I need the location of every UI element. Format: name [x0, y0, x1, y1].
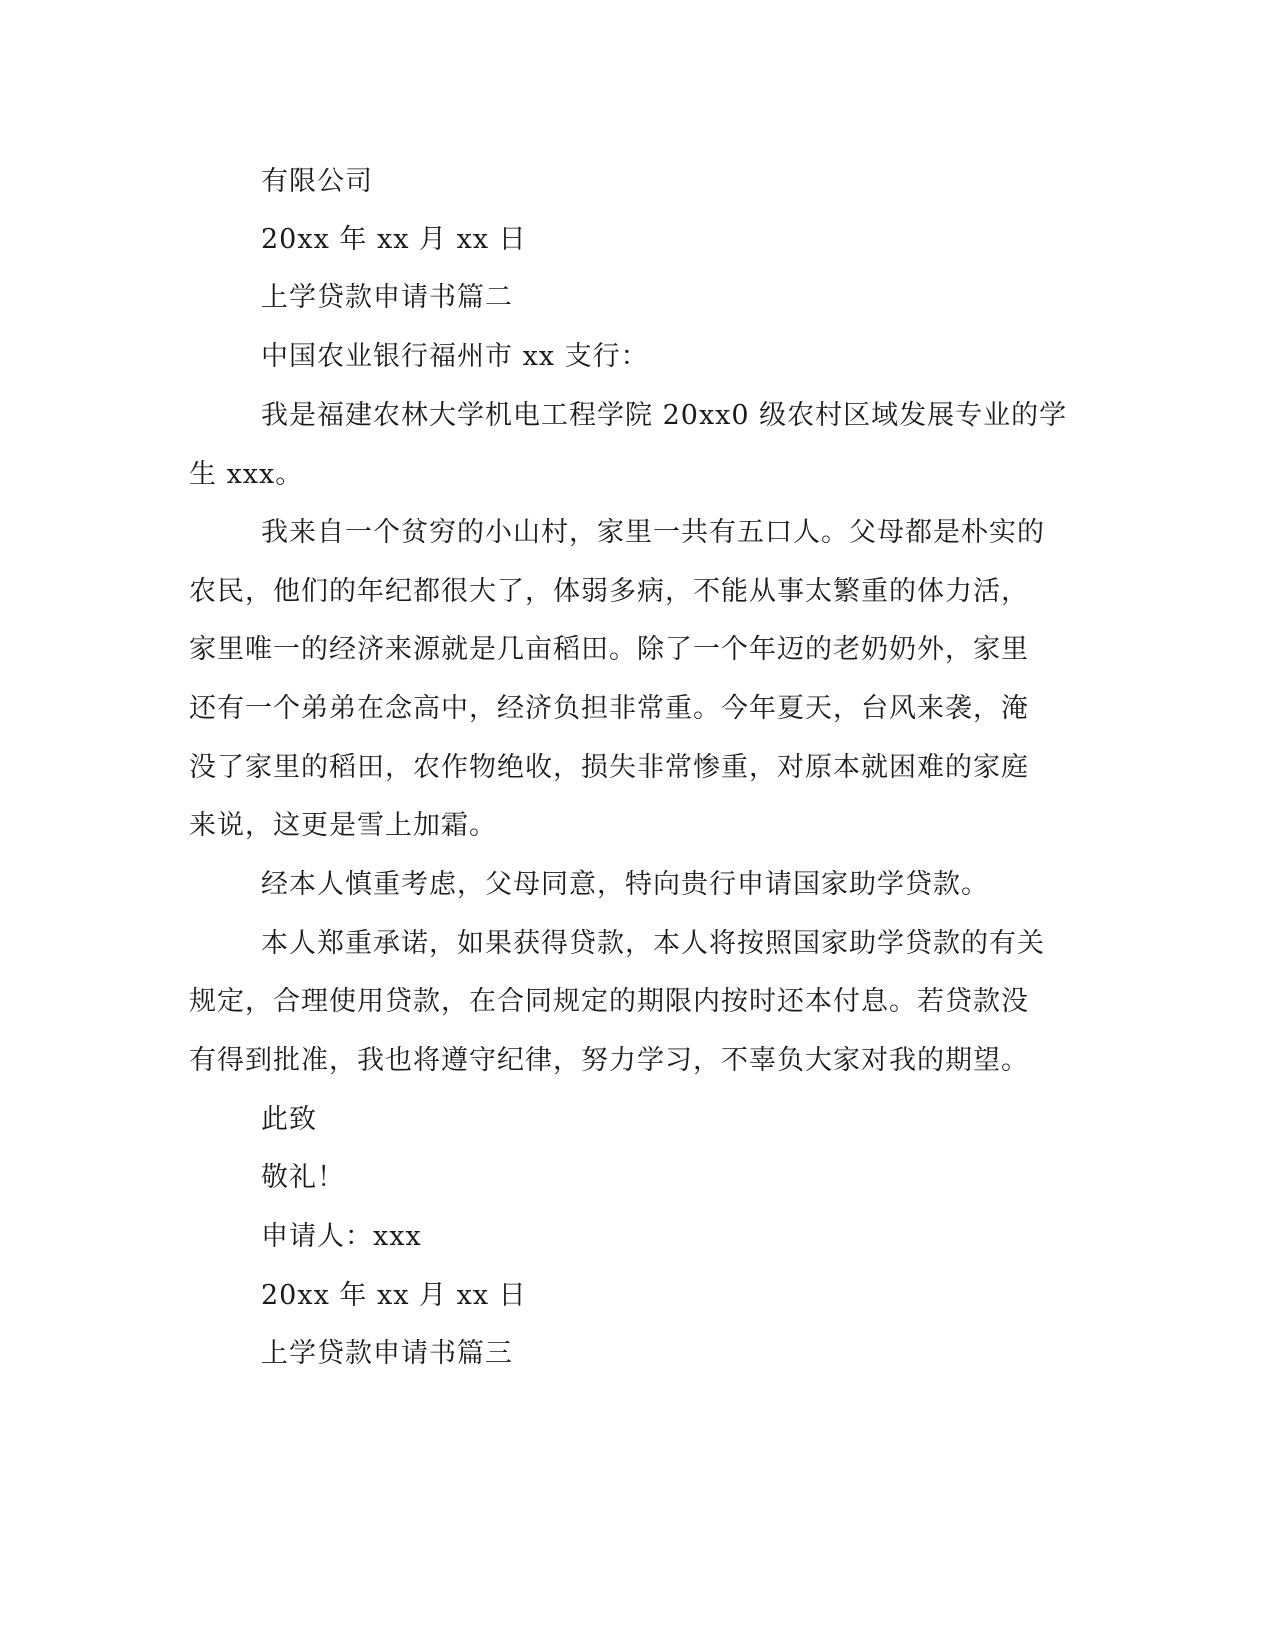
- body-line: 生 xxx。: [189, 459, 304, 490]
- body-line: 来说，这更是雪上加霜。: [189, 810, 497, 841]
- body-line: 我是福建农林大学机电工程学院 20xx0 级农村区域发展专业的学: [261, 400, 1068, 431]
- section-heading: 上学贷款申请书篇三: [261, 1338, 513, 1369]
- body-line: 家里唯一的经济来源就是几亩稻田。除了一个年迈的老奶奶外，家里: [189, 634, 1029, 665]
- salutation-line: 中国农业银行福州市 xx 支行：: [261, 341, 649, 372]
- closing-line: 敬礼！: [261, 1162, 345, 1193]
- closing-line: 此致: [261, 1104, 317, 1135]
- body-line: 规定，合理使用贷款，在合同规定的期限内按时还本付息。若贷款没: [189, 986, 1029, 1017]
- body-line: 本人郑重承诺，如果获得贷款，本人将按照国家助学贷款的有关: [261, 928, 1045, 959]
- applicant-line: 申请人：xxx: [261, 1221, 422, 1252]
- date-line: 20xx 年 xx 月 xx 日: [261, 224, 527, 255]
- body-line: 有得到批准，我也将遵守纪律，努力学习，不辜负大家对我的期望。: [189, 1045, 1029, 1076]
- company-name-line: 有限公司: [261, 166, 373, 197]
- date-line: 20xx 年 xx 月 xx 日: [261, 1280, 527, 1311]
- body-line: 农民，他们的年纪都很大了，体弱多病，不能从事太繁重的体力活，: [189, 576, 1029, 607]
- body-line: 没了家里的稻田，农作物绝收，损失非常惨重，对原本就困难的家庭: [189, 752, 1029, 783]
- body-line: 经本人慎重考虑，父母同意，特向贵行申请国家助学贷款。: [261, 869, 989, 900]
- body-line: 我来自一个贫穷的小山村，家里一共有五口人。父母都是朴实的: [261, 517, 1045, 548]
- body-line: 还有一个弟弟在念高中，经济负担非常重。今年夏天，台风来袭，淹: [189, 693, 1029, 724]
- section-heading: 上学贷款申请书篇二: [261, 282, 513, 313]
